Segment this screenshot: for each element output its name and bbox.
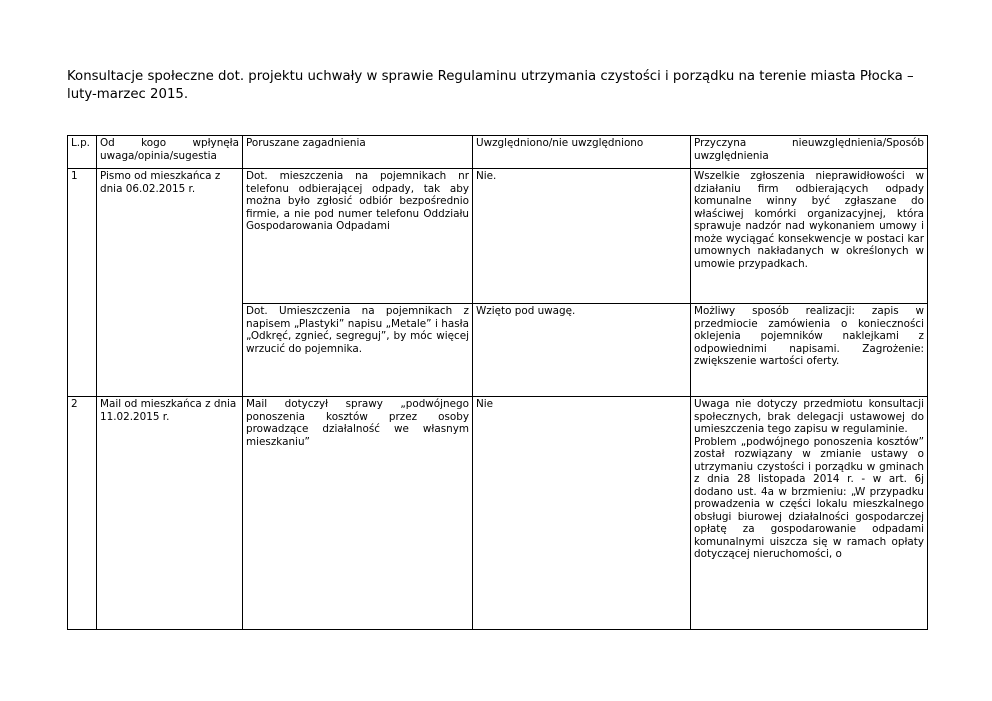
table-row <box>68 169 928 304</box>
cell-from: Pismo od mieszkańca z dnia 06.02.2015 r. <box>97 169 243 397</box>
header-lp: L.p. <box>68 136 97 169</box>
table-header-row <box>68 136 928 169</box>
reason-paragraph: Uwaga nie dotyczy przedmiotu konsultacji społecznych, brak delegacji ustawowej do umieszczenia tego zapisu w regulaminie. <box>694 398 924 435</box>
table-row <box>68 397 928 630</box>
cell-issue: Dot. mieszczenia na pojemnikach nr telefonu odbierającej odpady, tak aby można było zgłosić odbiór bezpośrednio firmie, a nie pod numer telefonu Oddziału Gospodarowania Odpadami <box>243 169 473 304</box>
header-from: Od kogo wpłynęła uwaga/opinia/sugestia <box>97 136 243 169</box>
cell-reason: Wszelkie zgłoszenia nieprawidłowości w działaniu firm odbierających odpady komunalne winny być zgłaszane do właściwej komórki organizacyjnej, która sprawuje nadzór nad wykonaniem umowy i może wyciągać konsekwencje w postaci kar umownych nakładanych w określonych w umowie przypadkach. <box>691 169 928 304</box>
cell-issue: Mail dotyczył sprawy „podwójnego ponoszenia kosztów przez osoby prowadzące działalność we własnym mieszkaniu” <box>243 397 473 630</box>
cell-from: Mail od mieszkańca z dnia 11.02.2015 r. <box>97 397 243 630</box>
cell-status: Nie. <box>473 169 691 304</box>
document-title: Konsultacje społeczne dot. projektu uchwały w sprawie Regulaminu utrzymania czystości i porządku na terenie miasta Płocka – luty-marzec 2015. <box>67 69 914 102</box>
reason-paragraph: Problem „podwójnego ponoszenia kosztów” został rozwiązany w zmianie ustawy o utrzymaniu czystości i porządku w gminach z dnia 28 listopada 2014 r. - w art. 6j dodano ust. 4a w brzmieniu: „W przypadku prowadzenia w części lokalu mieszkalnego obsługi biurowej działalności gospodarczej opłatę za gospodarowanie odpadami komunalnymi uiszcza się w ramach opłaty dotyczącej nieruchomości, o <box>694 435 924 560</box>
cell-reason: Możliwy sposób realizacji: zapis w przedmiocie zamówienia o konieczności oklejenia pojemników naklejkami z odpowiednimi napisami. Zagrożenie: zwiększenie wartości oferty. <box>691 304 928 397</box>
cell-lp: 2 <box>68 397 97 630</box>
cell-issue: Dot. Umieszczenia na pojemnikach z napisem „Plastyki” napisu „Metale” i hasła „Odkręć, zgnieć, segreguj”, by móc więcej wrzucić do pojemnika. <box>243 304 473 397</box>
cell-status: Nie <box>473 397 691 630</box>
header-status: Uwzględniono/nie uwzględniono <box>473 136 691 169</box>
header-issues: Poruszane zagadnienia <box>243 136 473 169</box>
cell-status: Wzięto pod uwagę. <box>473 304 691 397</box>
cell-reason <box>691 397 928 630</box>
cell-lp: 1 <box>68 169 97 397</box>
header-reason: Przyczyna nieuwzględnienia/Sposób uwzględnienia <box>691 136 928 169</box>
consultation-table <box>67 135 928 630</box>
